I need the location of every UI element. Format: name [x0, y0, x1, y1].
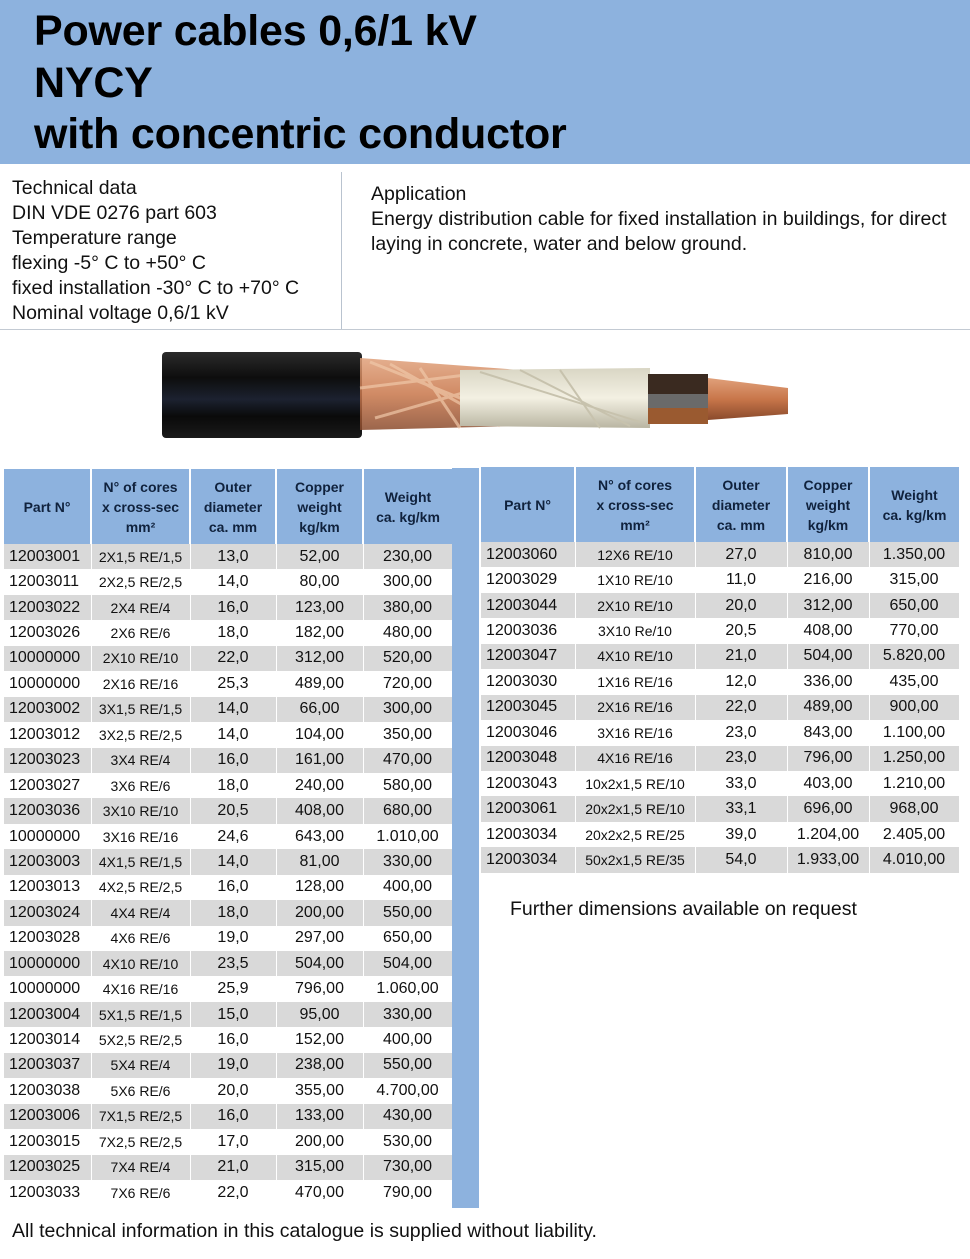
cell-copper-weight: 843,00 — [787, 720, 869, 745]
cell-outer-diameter: 15,0 — [190, 1002, 276, 1027]
cell-weight: 900,00 — [869, 695, 959, 720]
cell-weight: 435,00 — [869, 669, 959, 694]
table-row — [4, 926, 452, 951]
cell-copper-weight: 408,00 — [787, 618, 869, 643]
table-row — [4, 1180, 452, 1205]
table-row — [4, 671, 452, 696]
cell-weight: 968,00 — [869, 796, 959, 821]
cable-cross-section-image — [160, 348, 800, 443]
cell-cores-cross-section: 7X4 RE/4 — [91, 1155, 190, 1180]
cell-cores-cross-section: 2X10 RE/10 — [91, 646, 190, 671]
cell-part-number: 12003034 — [481, 847, 575, 872]
cell-copper-weight: 643,00 — [276, 824, 363, 849]
cell-outer-diameter: 22,0 — [695, 695, 787, 720]
col-header-copper-weight: Copper weight kg/km — [787, 467, 869, 542]
horizontal-divider — [0, 329, 970, 330]
table-row — [481, 746, 959, 771]
table-row — [481, 695, 959, 720]
cell-part-number: 12003028 — [4, 926, 91, 951]
cell-outer-diameter: 16,0 — [190, 1104, 276, 1129]
cell-outer-diameter: 22,0 — [190, 646, 276, 671]
cell-copper-weight: 128,00 — [276, 875, 363, 900]
tech-line: Nominal voltage 0,6/1 kV — [12, 302, 229, 324]
table-row — [4, 1053, 452, 1078]
cell-copper-weight: 403,00 — [787, 771, 869, 796]
cell-copper-weight: 80,00 — [276, 569, 363, 594]
cell-part-number: 12003022 — [4, 595, 91, 620]
tech-line: fixed installation -30° C to +70° C — [12, 277, 300, 299]
cell-weight: 650,00 — [869, 593, 959, 618]
cell-cores-cross-section: 50x2x1,5 RE/35 — [575, 847, 695, 872]
cell-copper-weight: 95,00 — [276, 1002, 363, 1027]
cell-weight: 380,00 — [363, 595, 452, 620]
cell-weight: 520,00 — [363, 646, 452, 671]
cell-cores-cross-section: 2X16 RE/16 — [91, 671, 190, 696]
cell-part-number: 12003036 — [481, 618, 575, 643]
cell-weight: 580,00 — [363, 773, 452, 798]
cell-cores-cross-section: 12X6 RE/10 — [575, 542, 695, 567]
cell-part-number: 12003038 — [4, 1078, 91, 1103]
table-row — [4, 620, 452, 645]
cell-part-number: 12003045 — [481, 695, 575, 720]
cell-cores-cross-section: 4X10 RE/10 — [575, 644, 695, 669]
cell-copper-weight: 810,00 — [787, 542, 869, 567]
cell-outer-diameter: 20,5 — [190, 798, 276, 823]
cell-weight: 2.405,00 — [869, 822, 959, 847]
cell-part-number: 12003030 — [481, 669, 575, 694]
table-row — [481, 644, 959, 669]
cell-outer-diameter: 23,0 — [695, 746, 787, 771]
cell-copper-weight: 489,00 — [276, 671, 363, 696]
table-row — [4, 875, 452, 900]
cell-cores-cross-section: 20x2x2,5 RE/25 — [575, 822, 695, 847]
cell-copper-weight: 161,00 — [276, 748, 363, 773]
cell-part-number: 12003036 — [4, 798, 91, 823]
cell-cores-cross-section: 20x2x1,5 RE/10 — [575, 796, 695, 821]
cell-outer-diameter: 25,9 — [190, 976, 276, 1001]
cell-cores-cross-section: 1X16 RE/16 — [575, 669, 695, 694]
table-row — [481, 567, 959, 592]
cell-copper-weight: 1.204,00 — [787, 822, 869, 847]
cell-outer-diameter: 18,0 — [190, 773, 276, 798]
table-row — [4, 569, 452, 594]
cell-part-number: 12003024 — [4, 900, 91, 925]
cell-outer-diameter: 23,0 — [695, 720, 787, 745]
technical-data — [12, 176, 299, 326]
table-row — [4, 1104, 452, 1129]
cell-copper-weight: 504,00 — [276, 951, 363, 976]
cell-part-number: 12003026 — [4, 620, 91, 645]
cell-copper-weight: 315,00 — [276, 1155, 363, 1180]
table-row — [481, 771, 959, 796]
cell-copper-weight: 182,00 — [276, 620, 363, 645]
cell-copper-weight: 336,00 — [787, 669, 869, 694]
right-cable-table — [481, 467, 960, 873]
table-row — [481, 542, 959, 567]
cell-weight: 315,00 — [869, 567, 959, 592]
cell-outer-diameter: 16,0 — [190, 875, 276, 900]
cell-weight: 300,00 — [363, 697, 452, 722]
cell-cores-cross-section: 3X4 RE/4 — [91, 748, 190, 773]
liability-footer: All technical information in this catalogue is supplied without liability. — [12, 1220, 597, 1242]
cell-part-number: 10000000 — [4, 646, 91, 671]
cell-outer-diameter: 20,0 — [695, 593, 787, 618]
cell-weight: 400,00 — [363, 875, 452, 900]
cell-weight: 530,00 — [363, 1129, 452, 1154]
cell-cores-cross-section: 1X10 RE/10 — [575, 567, 695, 592]
cell-copper-weight: 52,00 — [276, 544, 363, 569]
cell-part-number: 12003006 — [4, 1104, 91, 1129]
cell-weight: 504,00 — [363, 951, 452, 976]
col-header-weight: Weight ca. kg/km — [363, 469, 452, 544]
cell-outer-diameter: 27,0 — [695, 542, 787, 567]
left-cable-table — [4, 469, 453, 1205]
cell-copper-weight: 1.933,00 — [787, 847, 869, 872]
cell-part-number: 10000000 — [4, 951, 91, 976]
cell-cores-cross-section: 4X4 RE/4 — [91, 900, 190, 925]
cell-weight: 5.820,00 — [869, 644, 959, 669]
cell-part-number: 10000000 — [4, 824, 91, 849]
cell-cores-cross-section: 2X10 RE/10 — [575, 593, 695, 618]
cell-outer-diameter: 33,0 — [695, 771, 787, 796]
cell-cores-cross-section: 4X6 RE/6 — [91, 926, 190, 951]
cell-cores-cross-section: 4X1,5 RE/1,5 — [91, 849, 190, 874]
cell-copper-weight: 240,00 — [276, 773, 363, 798]
cell-outer-diameter: 13,0 — [190, 544, 276, 569]
table-row — [481, 593, 959, 618]
cell-outer-diameter: 25,3 — [190, 671, 276, 696]
cell-copper-weight: 796,00 — [276, 976, 363, 1001]
table-row — [4, 824, 452, 849]
cell-weight: 770,00 — [869, 618, 959, 643]
cell-weight: 4.010,00 — [869, 847, 959, 872]
cell-copper-weight: 152,00 — [276, 1027, 363, 1052]
col-header-cores: N° of cores x cross-sec mm² — [91, 469, 190, 544]
cell-copper-weight: 470,00 — [276, 1180, 363, 1205]
cell-part-number: 12003023 — [4, 748, 91, 773]
cell-part-number: 12003048 — [481, 746, 575, 771]
table-row — [4, 722, 452, 747]
cell-outer-diameter: 33,1 — [695, 796, 787, 821]
table-row — [481, 669, 959, 694]
cell-cores-cross-section: 2X2,5 RE/2,5 — [91, 569, 190, 594]
cell-outer-diameter: 18,0 — [190, 900, 276, 925]
table-row — [4, 976, 452, 1001]
cell-weight: 720,00 — [363, 671, 452, 696]
cell-copper-weight: 355,00 — [276, 1078, 363, 1103]
cell-part-number: 12003014 — [4, 1027, 91, 1052]
cell-weight: 730,00 — [363, 1155, 452, 1180]
cell-part-number: 12003012 — [4, 722, 91, 747]
cell-part-number: 12003061 — [481, 796, 575, 821]
cell-part-number: 12003003 — [4, 849, 91, 874]
cell-outer-diameter: 19,0 — [190, 926, 276, 951]
page-title-line-2: NYCY — [34, 59, 153, 107]
cell-part-number: 12003046 — [481, 720, 575, 745]
cell-cores-cross-section: 4X2,5 RE/2,5 — [91, 875, 190, 900]
cell-weight: 1.100,00 — [869, 720, 959, 745]
table-row — [4, 849, 452, 874]
table-row — [4, 1002, 452, 1027]
cell-cores-cross-section: 3X2,5 RE/2,5 — [91, 722, 190, 747]
table-row — [4, 1078, 452, 1103]
table-row — [4, 748, 452, 773]
cell-cores-cross-section: 4X10 RE/10 — [91, 951, 190, 976]
cell-weight: 470,00 — [363, 748, 452, 773]
cell-weight: 300,00 — [363, 569, 452, 594]
cell-outer-diameter: 16,0 — [190, 748, 276, 773]
application-block — [371, 182, 961, 257]
cell-cores-cross-section: 5X4 RE/4 — [91, 1053, 190, 1078]
cell-weight: 550,00 — [363, 900, 452, 925]
cell-part-number: 10000000 — [4, 671, 91, 696]
table-row — [4, 595, 452, 620]
cell-copper-weight: 66,00 — [276, 697, 363, 722]
cell-copper-weight: 312,00 — [276, 646, 363, 671]
cell-outer-diameter: 21,0 — [695, 644, 787, 669]
cell-outer-diameter: 14,0 — [190, 697, 276, 722]
cell-outer-diameter: 39,0 — [695, 822, 787, 847]
cell-outer-diameter: 16,0 — [190, 595, 276, 620]
cell-weight: 790,00 — [363, 1180, 452, 1205]
cell-outer-diameter: 22,0 — [190, 1180, 276, 1205]
cell-part-number: 12003043 — [481, 771, 575, 796]
table-row — [481, 618, 959, 643]
cell-cores-cross-section: 5X6 RE/6 — [91, 1078, 190, 1103]
col-header-outer-diameter: Outer diameter ca. mm — [695, 467, 787, 542]
application-text: Energy distribution cable for fixed installation in buildings, for direct laying in concrete, water and below ground. — [371, 208, 947, 255]
tech-line: Technical data — [12, 177, 137, 199]
cell-part-number: 12003011 — [4, 569, 91, 594]
cell-copper-weight: 504,00 — [787, 644, 869, 669]
cell-cores-cross-section: 5X1,5 RE/1,5 — [91, 1002, 190, 1027]
cell-part-number: 12003013 — [4, 875, 91, 900]
cell-weight: 400,00 — [363, 1027, 452, 1052]
further-dimensions-note: Further dimensions available on request — [510, 898, 857, 920]
table-row — [4, 1129, 452, 1154]
table-row — [481, 822, 959, 847]
cell-weight: 550,00 — [363, 1053, 452, 1078]
table-row — [4, 697, 452, 722]
col-header-copper-weight: Copper weight kg/km — [276, 469, 363, 544]
cell-weight: 1.350,00 — [869, 542, 959, 567]
vertical-divider — [341, 172, 342, 330]
cell-cores-cross-section: 2X4 RE/4 — [91, 595, 190, 620]
cell-outer-diameter: 18,0 — [190, 620, 276, 645]
cell-cores-cross-section: 2X16 RE/16 — [575, 695, 695, 720]
tech-line: flexing -5° C to +50° C — [12, 252, 206, 274]
cell-cores-cross-section: 7X1,5 RE/2,5 — [91, 1104, 190, 1129]
table-row — [4, 1155, 452, 1180]
cell-part-number: 12003001 — [4, 544, 91, 569]
col-header-outer-diameter: Outer diameter ca. mm — [190, 469, 276, 544]
cell-outer-diameter: 20,0 — [190, 1078, 276, 1103]
cell-weight: 230,00 — [363, 544, 452, 569]
col-header-part: Part N° — [4, 469, 91, 544]
cell-part-number: 12003025 — [4, 1155, 91, 1180]
cell-outer-diameter: 54,0 — [695, 847, 787, 872]
cell-part-number: 12003047 — [481, 644, 575, 669]
cell-copper-weight: 104,00 — [276, 722, 363, 747]
header-band — [0, 0, 970, 164]
table-row — [481, 720, 959, 745]
cell-cores-cross-section: 7X6 RE/6 — [91, 1180, 190, 1205]
cell-weight: 330,00 — [363, 849, 452, 874]
table-row — [4, 646, 452, 671]
cell-outer-diameter: 16,0 — [190, 1027, 276, 1052]
table-row — [4, 773, 452, 798]
cell-cores-cross-section: 3X10 Re/10 — [575, 618, 695, 643]
cell-cores-cross-section: 2X1,5 RE/1,5 — [91, 544, 190, 569]
cell-part-number: 12003060 — [481, 542, 575, 567]
application-heading: Application — [371, 183, 467, 205]
cell-cores-cross-section: 7X2,5 RE/2,5 — [91, 1129, 190, 1154]
cell-outer-diameter: 17,0 — [190, 1129, 276, 1154]
cell-copper-weight: 200,00 — [276, 900, 363, 925]
cell-copper-weight: 297,00 — [276, 926, 363, 951]
cell-outer-diameter: 19,0 — [190, 1053, 276, 1078]
cell-outer-diameter: 14,0 — [190, 722, 276, 747]
cell-cores-cross-section: 3X10 RE/10 — [91, 798, 190, 823]
cell-outer-diameter: 24,6 — [190, 824, 276, 849]
cell-outer-diameter: 11,0 — [695, 567, 787, 592]
cell-weight: 1.060,00 — [363, 976, 452, 1001]
cell-weight: 4.700,00 — [363, 1078, 452, 1103]
page-title-line-3: with concentric conductor — [34, 110, 567, 158]
cell-weight: 1.210,00 — [869, 771, 959, 796]
cell-copper-weight: 696,00 — [787, 796, 869, 821]
table-row — [481, 847, 959, 872]
cell-part-number: 12003029 — [481, 567, 575, 592]
tech-line: DIN VDE 0276 part 603 — [12, 202, 217, 224]
cell-weight: 650,00 — [363, 926, 452, 951]
cell-part-number: 12003037 — [4, 1053, 91, 1078]
table-row — [4, 798, 452, 823]
col-header-cores: N° of cores x cross-sec mm² — [575, 467, 695, 542]
cell-copper-weight: 238,00 — [276, 1053, 363, 1078]
cell-outer-diameter: 21,0 — [190, 1155, 276, 1180]
cell-cores-cross-section: 3X6 RE/6 — [91, 773, 190, 798]
cell-part-number: 12003044 — [481, 593, 575, 618]
cell-part-number: 10000000 — [4, 976, 91, 1001]
cell-cores-cross-section: 10x2x1,5 RE/10 — [575, 771, 695, 796]
table-row — [4, 900, 452, 925]
cell-weight: 1.010,00 — [363, 824, 452, 849]
cell-outer-diameter: 23,5 — [190, 951, 276, 976]
table-row — [481, 796, 959, 821]
cell-cores-cross-section: 3X16 RE/16 — [91, 824, 190, 849]
cell-weight: 680,00 — [363, 798, 452, 823]
cell-outer-diameter: 14,0 — [190, 849, 276, 874]
left-table-side-bar — [452, 468, 479, 1208]
col-header-weight: Weight ca. kg/km — [869, 467, 959, 542]
cell-weight: 430,00 — [363, 1104, 452, 1129]
cell-copper-weight: 81,00 — [276, 849, 363, 874]
cell-outer-diameter: 14,0 — [190, 569, 276, 594]
table-row — [4, 544, 452, 569]
cell-outer-diameter: 20,5 — [695, 618, 787, 643]
cell-part-number: 12003034 — [481, 822, 575, 847]
cell-cores-cross-section: 3X1,5 RE/1,5 — [91, 697, 190, 722]
cell-part-number: 12003004 — [4, 1002, 91, 1027]
cell-outer-diameter: 12,0 — [695, 669, 787, 694]
cell-weight: 330,00 — [363, 1002, 452, 1027]
cell-weight: 350,00 — [363, 722, 452, 747]
cell-copper-weight: 133,00 — [276, 1104, 363, 1129]
cell-part-number: 12003033 — [4, 1180, 91, 1205]
cell-cores-cross-section: 5X2,5 RE/2,5 — [91, 1027, 190, 1052]
cell-copper-weight: 408,00 — [276, 798, 363, 823]
cell-part-number: 12003015 — [4, 1129, 91, 1154]
col-header-part: Part N° — [481, 467, 575, 542]
cell-copper-weight: 216,00 — [787, 567, 869, 592]
cell-cores-cross-section: 4X16 RE/16 — [91, 976, 190, 1001]
cell-copper-weight: 123,00 — [276, 595, 363, 620]
cell-copper-weight: 489,00 — [787, 695, 869, 720]
cell-part-number: 12003002 — [4, 697, 91, 722]
cell-copper-weight: 200,00 — [276, 1129, 363, 1154]
cell-weight: 480,00 — [363, 620, 452, 645]
cell-weight: 1.250,00 — [869, 746, 959, 771]
table-row — [4, 1027, 452, 1052]
cell-cores-cross-section: 3X16 RE/16 — [575, 720, 695, 745]
cell-cores-cross-section: 4X16 RE/16 — [575, 746, 695, 771]
cell-cores-cross-section: 2X6 RE/6 — [91, 620, 190, 645]
cell-part-number: 12003027 — [4, 773, 91, 798]
table-row — [4, 951, 452, 976]
page-title-line-1: Power cables 0,6/1 kV — [34, 7, 477, 55]
cell-copper-weight: 796,00 — [787, 746, 869, 771]
tech-line: Temperature range — [12, 227, 177, 249]
cell-copper-weight: 312,00 — [787, 593, 869, 618]
